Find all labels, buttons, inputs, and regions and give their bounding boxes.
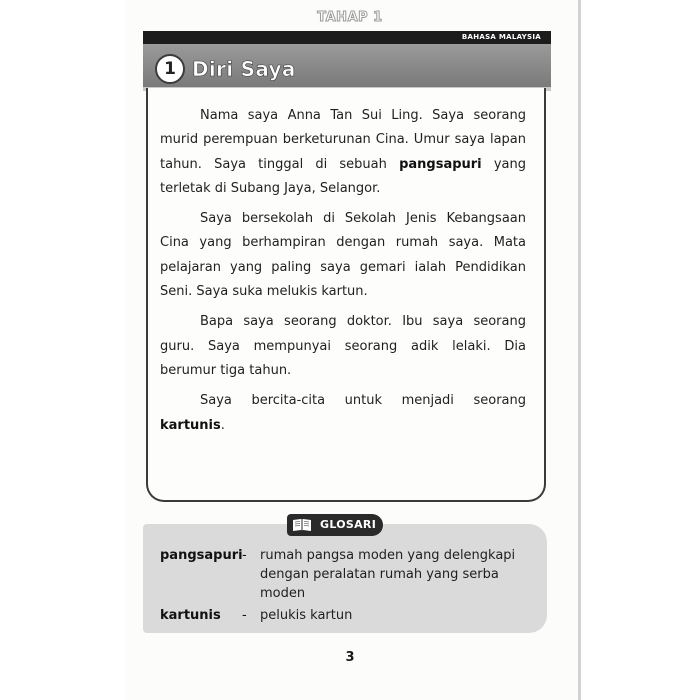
story-segment: Bapa saya seorang doktor. Ibu saya seorang guru. Saya mempunyai seorang adik lelaki. Dia berumur tiga tahun. bbox=[160, 314, 526, 378]
subject-bar bbox=[143, 31, 551, 44]
story-paragraph bbox=[160, 104, 526, 201]
story-paragraph bbox=[160, 207, 526, 304]
glossary-term: pangsapuri bbox=[160, 548, 243, 563]
story-segment: Saya bercita-cita untuk menjadi seorang bbox=[200, 393, 526, 409]
story-segment: yang terletak di Subang Jaya, Selangor. bbox=[160, 156, 526, 196]
story-keyword: kartunis bbox=[160, 417, 221, 433]
story-paragraph bbox=[160, 389, 526, 438]
chapter-title: Diri Saya bbox=[192, 57, 296, 81]
glossary-definition: pelukis kartun bbox=[260, 608, 353, 623]
story-keyword: pangsapuri bbox=[399, 156, 482, 172]
book-icon bbox=[292, 517, 312, 533]
story-segment: Nama saya Anna Tan Sui Ling. Saya seorang murid perempuan berketurunan Cina. Umur saya lapan tahun. Saya tinggal di sebuah bbox=[160, 108, 526, 172]
glossary-title: GLOSARI bbox=[320, 518, 377, 531]
story-segment: . bbox=[220, 417, 225, 433]
glossary-term: kartunis bbox=[160, 608, 221, 623]
page-edge bbox=[578, 0, 581, 700]
story-segment: Saya bersekolah di Sekolah Jenis Kebangsaan Cina yang berhampiran dengan rumah saya. Mata pelajaran yang paling saya gemari ialah Pendidikan Seni. Saya suka melukis kartun. bbox=[160, 211, 526, 300]
story-text bbox=[160, 104, 526, 444]
glossary-definition: rumah pangsa moden yang delengkapi dengan peralatan rumah yang serba moden bbox=[260, 548, 516, 601]
stage-label: TAHAP 1 bbox=[317, 10, 383, 25]
chapter-number: 1 bbox=[155, 54, 185, 84]
subject-label: BAHASA MALAYSIA bbox=[461, 33, 541, 41]
glossary-dash: - bbox=[242, 608, 247, 623]
glossary-dash: - bbox=[242, 548, 247, 563]
story-paragraph bbox=[160, 310, 526, 383]
page-number: 3 bbox=[345, 650, 355, 665]
